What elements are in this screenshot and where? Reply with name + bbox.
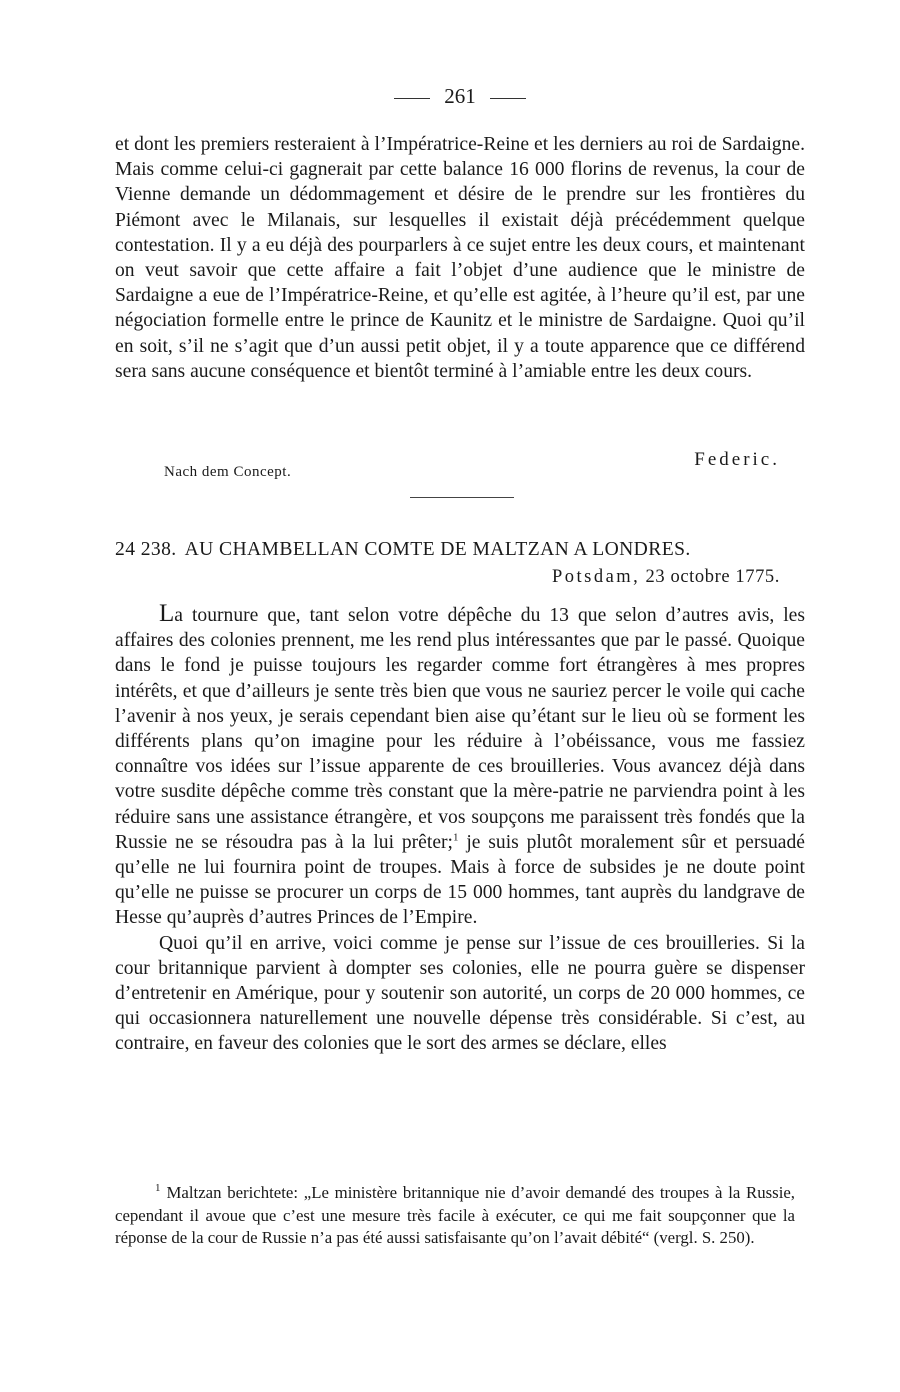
paragraph-1-part-a: a tournure que, tant selon votre dépêche du 13 que selon d’autres avis, les affaires des colonies prennent, me les rend plus intéressantes que par le passé. Quoique dans le fond je puisse toujours les regarder comme fort étrangères à mes propres intérêts, et que d’ailleurs je sente très bien que vous ne sauriez percer le voile qui cache l’avenir à nos yeux, je serais cependant bien aise qu’étant sur le lieu où se forment les différents plans qu’on imagine pour les réduire à l’obéissance, vous me fassiez connaître vos idées sur l’issue apparente de ces brouilleries. Vous avancez déjà dans votre susdite dépêche comme très constant que la mère-patrie ne parviendra point à les réduire sans une assistance étrangère, et vos soupçons me paraissent très fondés que la Russie ne se résoudra pas à la lui prêter;	[115, 605, 805, 853]
footnote	[115, 1182, 795, 1250]
letter-heading	[115, 537, 805, 563]
letter-separator-rule	[410, 497, 514, 498]
letter-number: 24 238.	[115, 539, 177, 560]
page-number-dash-right	[490, 98, 526, 99]
source-note: Nach dem Concept.	[164, 464, 292, 480]
letter-place: Potsdam,	[551, 567, 641, 587]
lead-letter: L	[159, 600, 175, 627]
letter-closing	[115, 449, 805, 484]
letter-date: 23 octobre 1775.	[645, 567, 780, 587]
paragraph-1-part-b: je suis plutôt moralement sûr et persuadé qu’elle ne lui fournira point de troupes. Mais à force de subsides je ne doute point qu’elle ne puisse se procurer un corps de 15 000 hommes, tant auprès du landgrave de Hesse qu’auprès d’autres Princes de l’Empire.	[115, 831, 805, 929]
footnote-mark: 1	[155, 1182, 161, 1195]
page-number: 261	[444, 84, 476, 108]
previous-letter-end: et dont les premiers resteraient à l’Impératrice-Reine et les derniers au roi de Sardaigne. Mais comme celui-ci gagnerait par cette balance 16 000 florins de revenus, la cour de Vienne demande un dédommagement et désire de le prendre sur les frontières du Piémont avec le Milanais, sur lesquelles il existait déjà précédemment quelque contestation. Il y a eu déjà des pourparlers à ce sujet entre les deux cours, et maintenant on veut savoir que cette affaire a fait l’objet d’une audience que le ministre de Sardaigne a eue de l’Impératrice-Reine, et qu’elle est agitée, à l’heure qu’il est, par une négociation formelle entre le prince de Kaunitz et le ministre de Sardaigne. Quoi qu’il en soit, s’il ne s’agit que d’un aussi petit objet, il y a toute apparence que ce différend sera sans aucune conséquence et bientôt terminé à l’amiable entre les deux cours.	[115, 134, 805, 382]
letter-paragraph-2: Quoi qu’il en arrive, voici comme je pense sur l’issue de ces brouilleries. Si la cour britannique parvient à dompter ses colonies, elle ne pourra guère se dispenser d’entretenir en Amérique, pour y soutenir son autorité, un corps de 20 000 hommes, ce qui occasionnera naturellement une nouvelle dépense très considérable. Si c’est, au contraire, en faveur des colonies que le sort des armes se déclare, elles	[115, 932, 805, 1055]
letter-body	[115, 601, 805, 1057]
footnote-reference: 1	[453, 831, 459, 844]
letter-paragraph-1	[115, 601, 805, 931]
letter-dateline	[552, 567, 780, 588]
letter-addressee: AU CHAMBELLAN COMTE DE MALTZAN A LONDRES.	[184, 539, 691, 560]
page-number-dash-left	[394, 98, 430, 99]
page-number-line	[115, 84, 805, 108]
footnote-text: Maltzan berichtete: „Le ministère britannique nie d’avoir demandé des troupes à la Russie, cependant il avoue que c’est une mesure très facile à exécuter, ce qui me fait soupçonner que la réponse de la cour de Russie n’a pas été aussi satisfaisante qu’on l’avait débité“ (vergl. S. 250).	[115, 1183, 795, 1248]
signature: Federic.	[694, 449, 780, 470]
